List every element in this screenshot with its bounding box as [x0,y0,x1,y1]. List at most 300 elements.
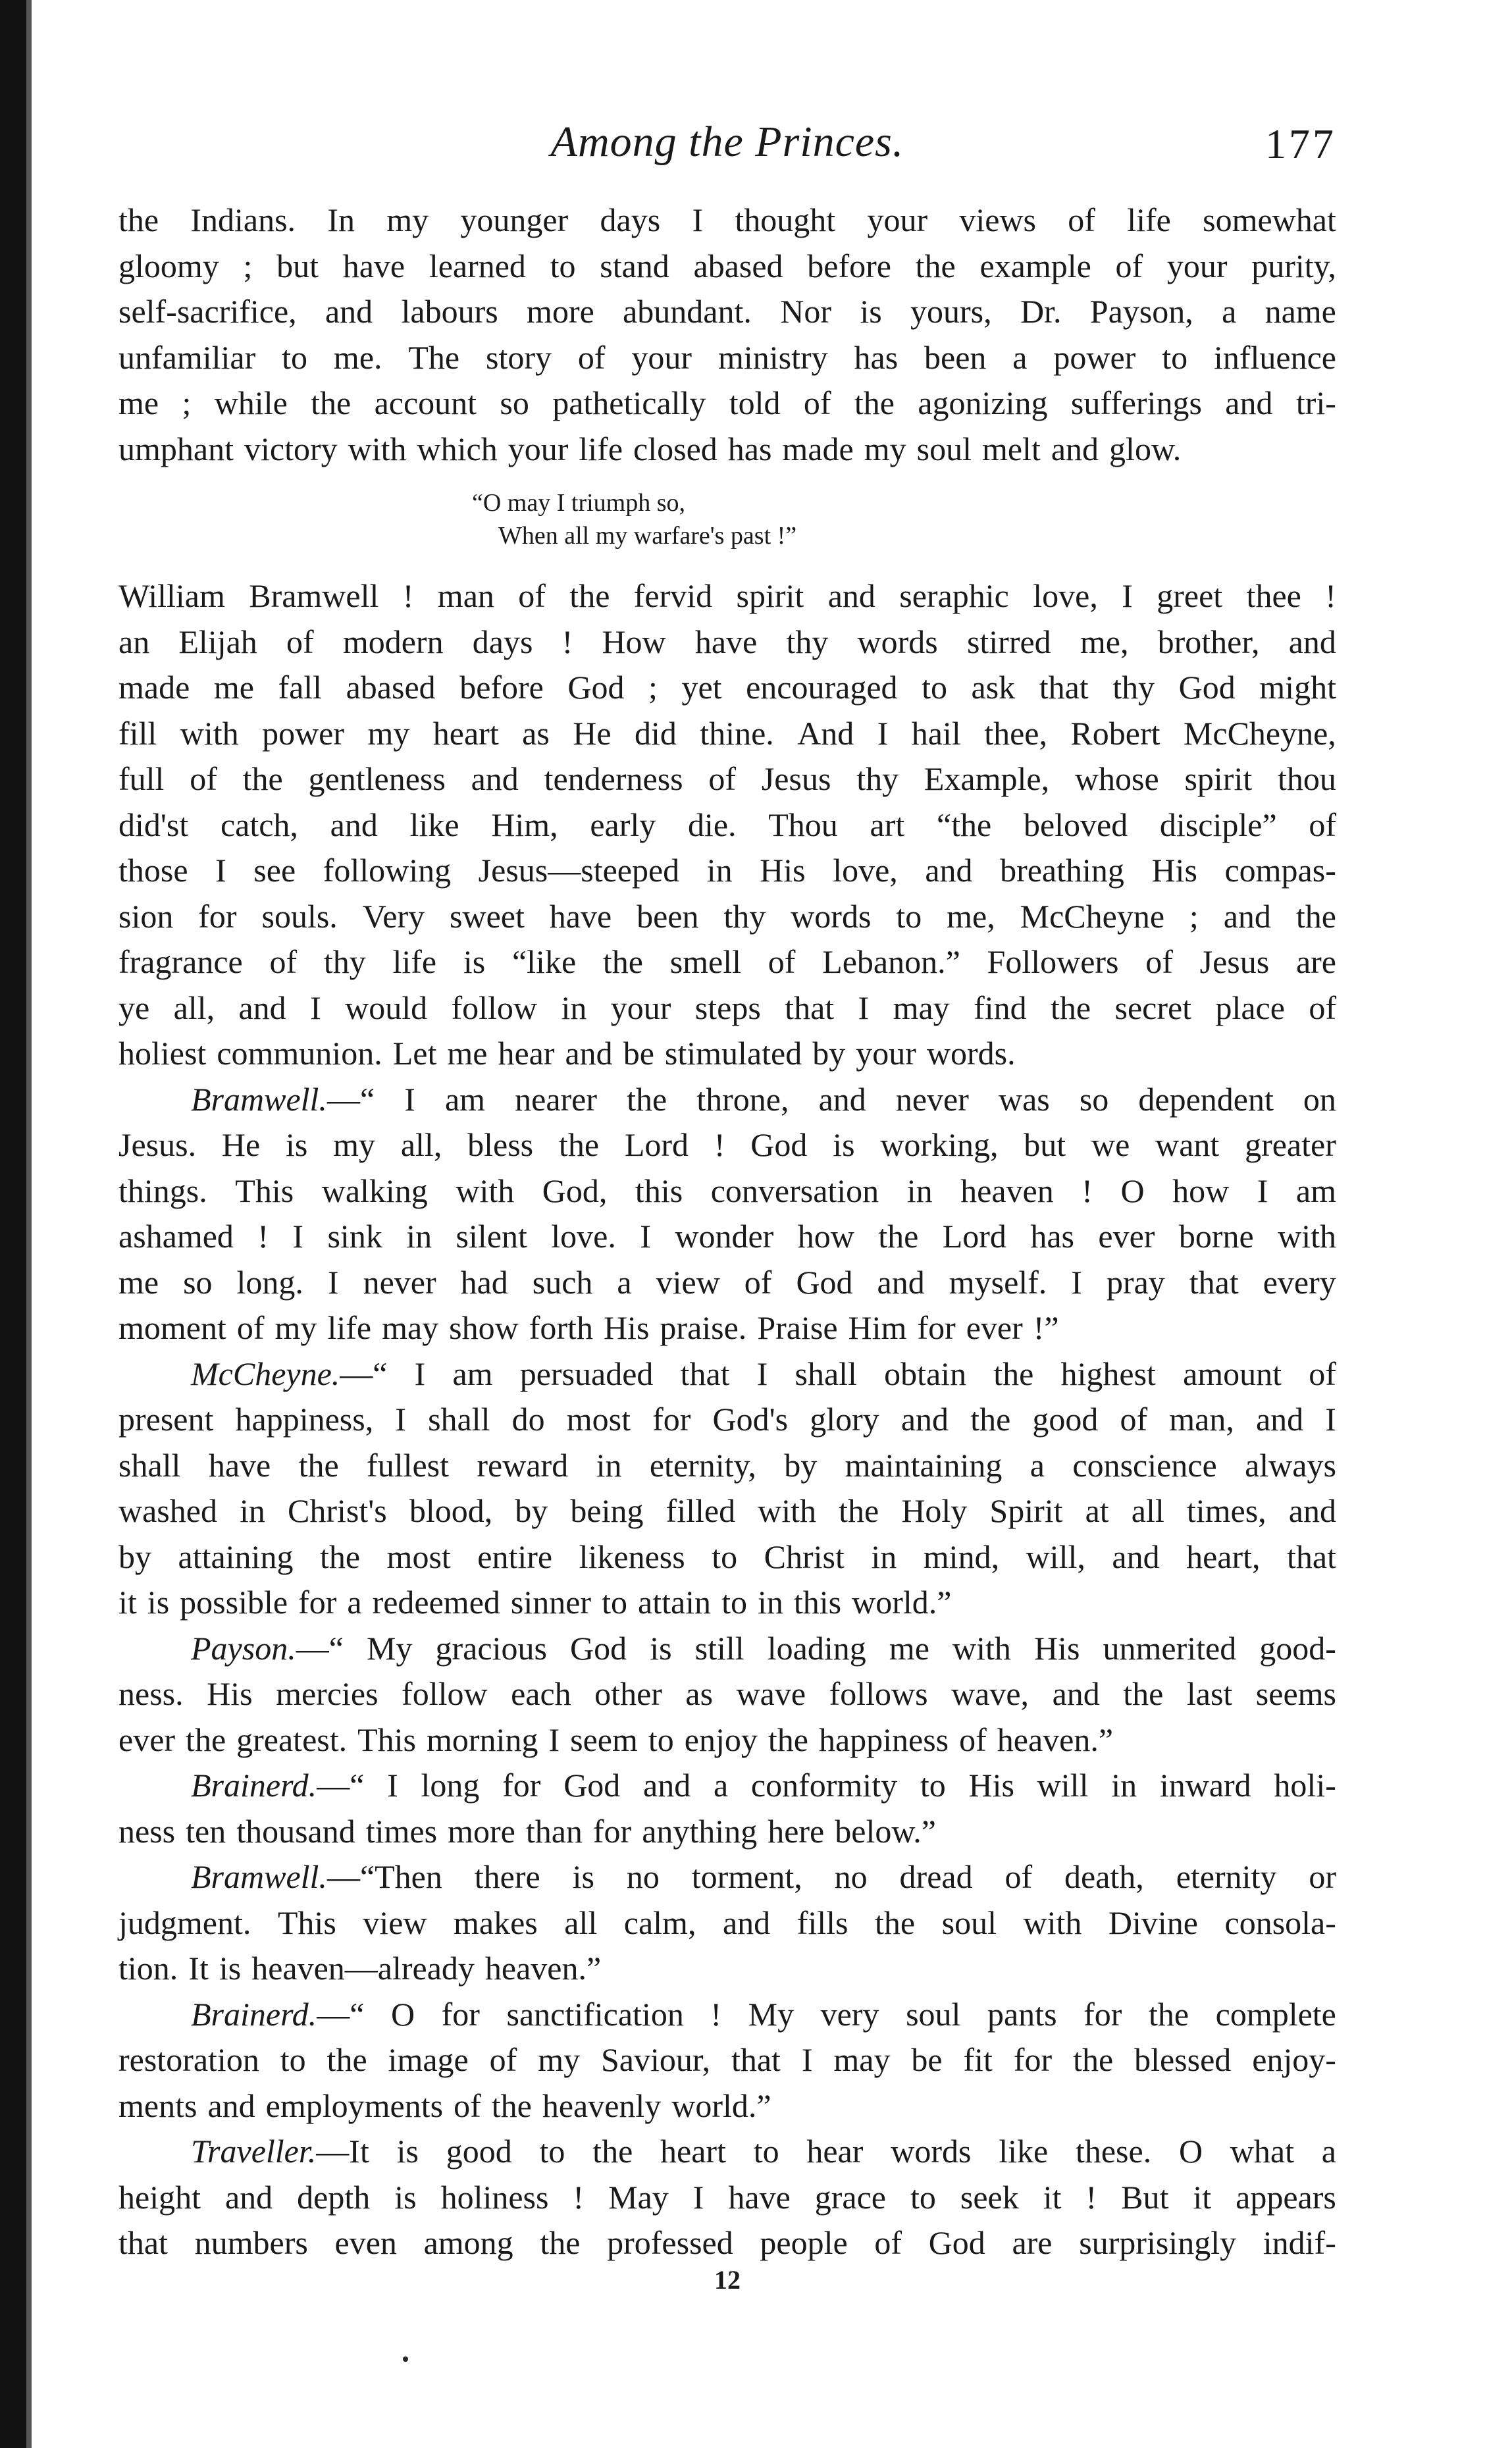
word: to [539,2133,565,2170]
word: are [1012,2224,1053,2261]
word: with [1023,1904,1082,1941]
word: learned [429,247,526,284]
word: ! [257,1218,269,1255]
word: long [421,1767,480,1804]
word: McCheyne, [1183,714,1336,752]
word: example [979,247,1091,284]
word: His [1033,1629,1080,1667]
word: been [924,338,987,376]
word: But [1121,2178,1169,2216]
word: of [1068,201,1095,238]
word: heavenly [542,2087,662,2124]
verse-line: “O may I triumph so, [472,489,686,517]
word: is [396,2133,419,2170]
word: the [878,1218,919,1255]
word: conscience [1072,1446,1217,1484]
word: is [147,1584,170,1621]
word: the [875,1904,916,1941]
text-line [118,1809,1336,1855]
word: persuaded [519,1355,654,1392]
word: a [713,1767,729,1804]
word: loading [767,1629,866,1667]
word: I [292,1218,304,1255]
word: smell [669,943,742,980]
word: hear [806,2133,864,2170]
word: ; [182,384,192,421]
word: and [925,852,973,889]
word: fills [796,1904,848,1941]
word: and [1223,897,1271,935]
word: to [282,338,308,376]
word: like [409,806,459,843]
word: Example, [924,760,1050,797]
word: are [1295,943,1336,980]
word: for [917,1309,956,1346]
word: Jesus. [118,1126,197,1163]
text-line [118,2220,1336,2266]
word: each [511,1675,571,1712]
speaker-name: Bramwell. [191,1858,327,1895]
word: the [1051,989,1091,1026]
word: have [208,1446,271,1484]
word: I [310,989,321,1026]
word: Him, [491,806,558,843]
word: times [365,1812,438,1850]
word: of [1004,1858,1033,1895]
word: me [213,669,254,706]
word: appears [1236,2178,1336,2216]
word: may [382,1309,439,1346]
word: ! [710,1995,722,2033]
word: God [570,1629,627,1667]
word: self-sacrifice, [118,293,297,330]
word: I [1325,1401,1336,1438]
word: fervid [633,577,713,614]
word: beloved [1023,806,1128,843]
word: tion. [118,1950,178,1987]
word: is [219,1950,242,1987]
word: for [298,1584,337,1621]
word: is [650,1629,672,1667]
word: to [1162,338,1188,376]
word: of [1145,943,1173,980]
word: words [857,623,938,660]
word: brother, [1157,623,1260,660]
word: My [366,1629,413,1667]
word: Indians. [190,201,296,238]
word: of [874,2224,902,2261]
word: the [993,1355,1034,1392]
word: been [637,897,699,935]
word: of [190,760,217,797]
word: and [325,293,373,330]
word: view [656,1263,720,1301]
word: blessed [1134,2041,1232,2078]
word: reward [477,1446,569,1484]
text-line [118,894,1336,940]
word: ; [648,669,658,706]
text-line [118,711,1336,757]
text-line [118,1854,1336,1900]
word: man [437,577,494,614]
word: to [550,247,576,284]
word: death, [1064,1858,1144,1895]
word: sanctification [506,1995,684,2033]
word: is [394,2178,417,2216]
text-line [118,1671,1336,1717]
word: full [118,760,165,797]
word: fall [278,669,323,706]
word: man, [1169,1401,1234,1438]
word: to [922,669,947,706]
word: following [323,852,452,889]
word: forth [529,1309,593,1346]
running-title: Among the Princes. [550,118,904,166]
word: Followers [987,943,1119,980]
word: with [180,714,239,752]
word: God [750,1126,808,1163]
word: which [417,430,498,467]
word: there [474,1858,540,1895]
word: of [286,623,314,660]
word: may [833,2041,891,2078]
word: every [1263,1263,1336,1301]
text-line [118,1946,1336,1992]
text-line [118,756,1336,802]
word: wave [736,1675,806,1712]
word: restoration [118,2041,259,2078]
word: I [404,1080,415,1118]
word: of [518,577,546,614]
word: His [207,1675,253,1712]
word: the [186,1721,226,1758]
word: silent [456,1218,527,1255]
word: and [1288,623,1336,660]
word: these. [1075,2133,1152,2170]
word: God's [712,1401,789,1438]
word: holi- [1274,1767,1336,1804]
word: borne [1178,1218,1254,1255]
word: “the [936,806,992,843]
word: that [1189,1263,1239,1301]
word: by [812,1035,846,1072]
word: for [198,897,237,935]
text-line [118,1122,1336,1168]
word: life [392,943,437,980]
word: bless [467,1126,534,1163]
word: Lebanon.” [822,943,960,980]
word: I [858,989,870,1026]
word: had [460,1263,508,1301]
verse-quote [118,486,1336,552]
text-line [118,665,1336,711]
word: still [694,1629,744,1667]
word: with [952,1629,1011,1667]
word: to [712,1538,738,1575]
word: times, [1186,1492,1266,1529]
word: find [974,989,1027,1026]
word: and [1288,1492,1336,1529]
word: younger [460,201,569,238]
word: Lord [942,1218,1006,1255]
word: fragrance [118,943,243,980]
text-line [118,802,1336,848]
word: words [891,2133,972,2170]
speaker-name: Traveller. [191,2133,317,2170]
word: it [118,1584,137,1621]
word: God [567,669,625,706]
word: abased [693,247,783,284]
word: words. [926,1035,1016,1072]
word: am [452,1355,493,1392]
word: that [118,2224,168,2261]
word: of [708,760,737,797]
word: die. [687,806,737,843]
word: ! [714,1126,725,1163]
word: highest [1060,1355,1156,1392]
word: heaven.” [997,1721,1114,1758]
word: possible [180,1584,288,1621]
word: Dr. [1020,293,1062,330]
word: glow. [1109,430,1182,467]
word: an [118,623,150,660]
word: thy [786,623,829,660]
word: the [242,760,283,797]
word: is [572,1858,594,1895]
word: fill [118,714,157,752]
word: will, [1026,1538,1085,1575]
word: and [565,1035,613,1072]
word: the [311,384,352,421]
word: and [900,1401,949,1438]
word: this [635,1172,683,1209]
word: He [573,714,612,752]
word: or [1309,1858,1336,1895]
word: name [1264,293,1336,330]
word: and [238,989,286,1026]
word: your [867,201,928,238]
text-line [118,380,1336,427]
word: I [387,1767,398,1804]
word: always [1245,1446,1336,1484]
word: hail [911,714,961,752]
word: shall [795,1355,857,1392]
word: pants [987,1995,1057,2033]
word: other [594,1675,662,1712]
word: ever [1098,1218,1155,1255]
word: will [1037,1767,1089,1804]
word: thought [735,201,836,238]
word: of [1309,989,1336,1026]
word: influence [1213,338,1336,376]
word: good [446,2133,512,2170]
page-number: 177 [1265,120,1336,167]
word: I [548,1721,560,1758]
word: thy [856,760,899,797]
word: of [1309,806,1336,843]
word: account [374,384,477,421]
word: I [1071,1263,1082,1301]
word: and [224,2178,273,2216]
word: This [277,1904,336,1941]
word: O [390,1995,415,2033]
text-line [118,1305,1336,1351]
word: compas- [1224,852,1336,889]
word: somewhat [1203,201,1336,238]
word: In [327,201,355,238]
signature-mark: 12 [714,2265,741,2295]
text-line [118,1351,1336,1397]
word: and [1112,1538,1160,1575]
word: professed [607,2224,733,2261]
word: soul [916,430,972,467]
binding-shadow [26,0,32,2448]
text-line [118,619,1336,665]
word: present [118,1401,214,1438]
word: Spirit [989,1492,1063,1529]
word: I [801,2041,813,2078]
word: attaining [178,1538,294,1575]
word: and [330,806,378,843]
word: me [889,1629,929,1667]
word: “like [511,943,577,980]
word: unfamiliar [118,338,256,376]
word: conversation [710,1172,879,1209]
word: praise. [660,1309,747,1346]
word: may [893,989,950,1026]
word: life [579,430,623,467]
word: washed [118,1492,217,1529]
word: height [118,2178,201,2216]
word: life [327,1309,372,1346]
word: Divine [1108,1904,1198,1941]
word: for [592,1812,632,1850]
word: Traveller.—It [191,2133,369,2170]
word: to [280,2041,306,2078]
word: has [727,430,772,467]
word: Let [392,1035,437,1072]
word: a [1030,1446,1045,1484]
text-line [118,848,1336,894]
word: among [423,2224,513,2261]
word: tenderness [544,760,683,797]
word: so [1079,1080,1109,1118]
word: have [728,2178,791,2216]
word: I [877,714,889,752]
text-line [118,1626,1336,1672]
word: of [744,1263,772,1301]
word: made [118,669,190,706]
word: no [626,1858,660,1895]
text-line [118,2037,1336,2083]
word: thy [723,897,766,935]
word: power [262,714,345,752]
word: McCheyne [1020,897,1165,935]
word: holiness [440,2178,549,2216]
word: ! [1325,577,1336,614]
word: do [511,1401,545,1438]
word: me [447,1035,488,1072]
word: unmerited [1103,1629,1237,1667]
word: that [731,2041,781,2078]
word: the [1295,897,1336,935]
word: I [414,1355,426,1392]
word: of [1115,247,1143,284]
word: He [221,1126,261,1163]
word: The [408,338,460,376]
word: O [1120,1172,1145,1209]
word: numbers [194,2224,308,2261]
word: employments [265,2087,444,2124]
word: indif- [1263,2224,1336,2261]
word: shall [118,1446,181,1484]
word: here [768,1812,825,1850]
word: would [345,989,428,1026]
word: sufferings [1070,384,1202,421]
word: seems [1255,1675,1336,1712]
word: yet [681,669,722,706]
word: breathing [1000,852,1124,889]
word: sinner [510,1584,592,1621]
word: sink [327,1218,382,1255]
word: It [188,1950,209,1987]
word: glory [810,1401,879,1438]
text-line [118,2129,1336,2175]
word: mind, [923,1538,1000,1575]
word: good [1032,1401,1099,1438]
word: closed [633,430,717,467]
word: by [515,1492,548,1529]
word: O [1178,2133,1203,2170]
text-line [118,1031,1336,1077]
word: all [1131,1492,1164,1529]
word: has [1030,1218,1074,1255]
text-line [118,1580,1336,1626]
word: inward [1159,1767,1251,1804]
word: ten [186,1812,226,1850]
text-line [118,1717,1336,1763]
word: place [1215,989,1285,1026]
word: that [785,989,835,1026]
word: maintaining [845,1446,1003,1484]
word: eternity, [649,1446,756,1484]
word: And [797,714,854,752]
word: May [608,2178,669,2216]
word: amount [1183,1355,1282,1392]
word: might [1259,669,1336,706]
word: of [803,384,831,421]
text-line [118,197,1336,244]
speaker-name: McCheyne. [191,1355,340,1392]
word: conformity [750,1767,898,1804]
word: such [532,1263,593,1301]
word: with [1278,1218,1336,1255]
word: but [276,247,319,284]
word: His [968,1767,1014,1804]
word: view [363,1904,427,1941]
word: thy [1112,669,1155,706]
word: for [441,1995,480,2033]
word: it [1193,2178,1212,2216]
word: hear [498,1035,555,1072]
word: thou [1278,760,1336,797]
printing-speck [403,2357,408,2362]
word: the [1148,1995,1189,2033]
word: at [1085,1492,1109,1529]
word: dependent [1138,1080,1274,1118]
word: the [298,1446,339,1484]
word: God [796,1263,853,1301]
